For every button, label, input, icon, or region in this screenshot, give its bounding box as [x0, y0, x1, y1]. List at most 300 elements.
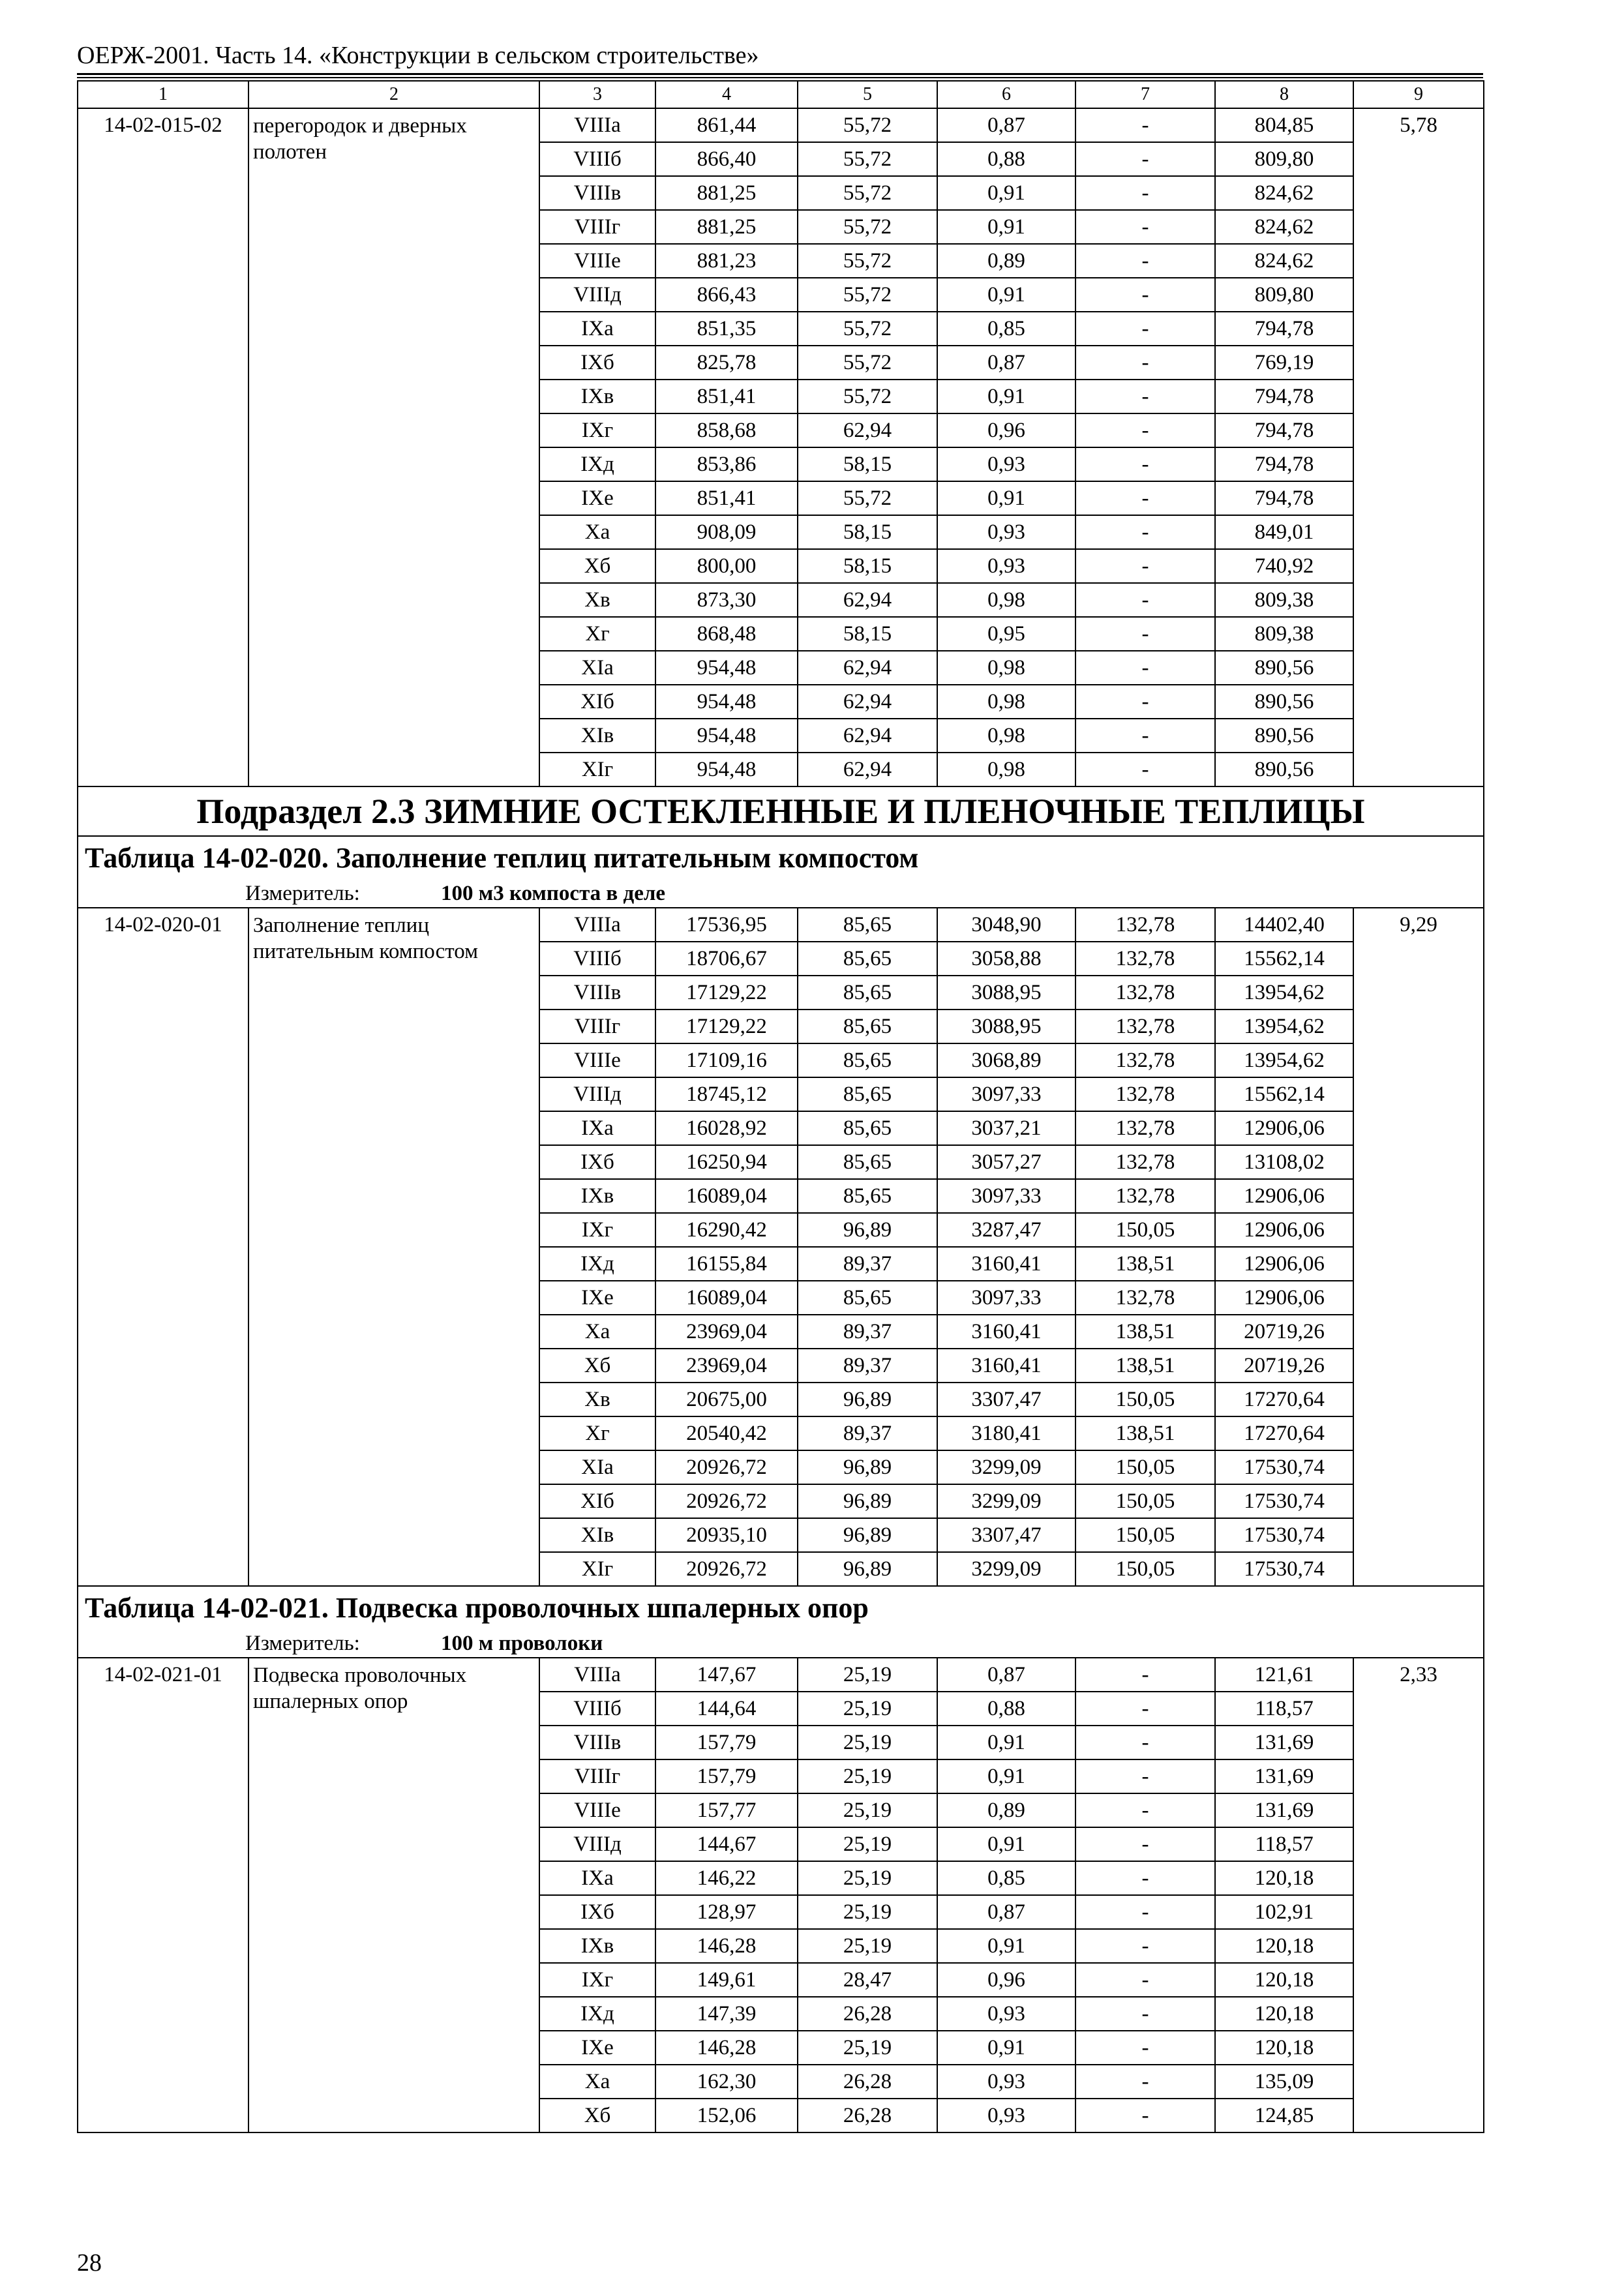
table-cell: 132,78: [1075, 908, 1215, 942]
header-rule: [77, 73, 1483, 75]
table-cell: Xа: [539, 1315, 655, 1349]
table-cell: 55,72: [798, 380, 937, 413]
table-cell: 25,19: [798, 1793, 937, 1827]
table-cell: 890,56: [1215, 753, 1353, 786]
table-cell: 851,41: [655, 481, 798, 515]
table-cell: 0,98: [937, 685, 1075, 719]
table-cell: 85,65: [798, 1281, 937, 1315]
table-cell: -: [1075, 481, 1215, 515]
table-cell: 89,37: [798, 1315, 937, 1349]
table-cell: 135,09: [1215, 2065, 1353, 2099]
table-cell: 873,30: [655, 583, 798, 617]
table-cell: 794,78: [1215, 380, 1353, 413]
table-cell: 0,98: [937, 583, 1075, 617]
table-cell: 954,48: [655, 753, 798, 786]
table-row: [78, 908, 1484, 942]
table-cell: 96,89: [798, 1552, 937, 1586]
table-cell: 150,05: [1075, 1484, 1215, 1518]
table-cell: IXб: [539, 1895, 655, 1929]
column-numbers-row: [78, 81, 1484, 108]
work-name: перегородок и дверных полотен: [248, 108, 539, 786]
table-cell: 55,72: [798, 210, 937, 244]
table-cell: 3180,41: [937, 1416, 1075, 1450]
table-cell: 132,78: [1075, 942, 1215, 976]
table-cell: -: [1075, 2031, 1215, 2065]
table-cell: VIIIг: [539, 210, 655, 244]
table-cell: 17129,22: [655, 976, 798, 1010]
table-cell: 20719,26: [1215, 1349, 1353, 1383]
table-cell: 55,72: [798, 312, 937, 346]
table-cell: 20540,42: [655, 1416, 798, 1450]
table-cell: 866,40: [655, 142, 798, 176]
table-cell: 3097,33: [937, 1179, 1075, 1213]
table-cell: 0,88: [937, 142, 1075, 176]
table-cell: 3299,09: [937, 1552, 1075, 1586]
table-cell: 0,91: [937, 210, 1075, 244]
table-cell: 0,98: [937, 651, 1075, 685]
table-cell: 13954,62: [1215, 1010, 1353, 1043]
table-cell: 89,37: [798, 1416, 937, 1450]
table-cell: 861,44: [655, 108, 798, 142]
table-cell: 0,93: [937, 1997, 1075, 2031]
table-cell: 85,65: [798, 908, 937, 942]
measure-cell: [78, 1630, 1484, 1658]
table-cell: 26,28: [798, 2065, 937, 2099]
table-cell: 132,78: [1075, 1111, 1215, 1145]
table-title-row: [78, 836, 1484, 880]
table-row: [78, 108, 1484, 142]
table-cell: 58,15: [798, 447, 937, 481]
header-rule-thin: [77, 77, 1483, 78]
table-cell: Xб: [539, 549, 655, 583]
table-cell: XIб: [539, 1484, 655, 1518]
table-cell: 804,85: [1215, 108, 1353, 142]
table-cell: IXд: [539, 1247, 655, 1281]
table-cell: 62,94: [798, 413, 937, 447]
table-cell: 96,89: [798, 1450, 937, 1484]
table-cell: -: [1075, 1658, 1215, 1692]
table-cell: IXв: [539, 1179, 655, 1213]
table-cell: VIIIе: [539, 244, 655, 278]
table-cell: 0,87: [937, 1895, 1075, 1929]
table-cell: 62,94: [798, 685, 937, 719]
table-cell: 881,25: [655, 176, 798, 210]
table-cell: 794,78: [1215, 447, 1353, 481]
work-name: Подвеска проволочных шпалерных опор: [248, 1658, 539, 2132]
table-cell: 132,78: [1075, 1010, 1215, 1043]
table-cell: Xв: [539, 1383, 655, 1416]
table-cell: -: [1075, 753, 1215, 786]
table-cell: 0,96: [937, 413, 1075, 447]
table-cell: 85,65: [798, 1145, 937, 1179]
table-cell: 809,80: [1215, 278, 1353, 312]
table-cell: 0,93: [937, 515, 1075, 549]
table-cell: 150,05: [1075, 1450, 1215, 1484]
table-cell: 62,94: [798, 753, 937, 786]
table-cell: 824,62: [1215, 244, 1353, 278]
table-cell: -: [1075, 244, 1215, 278]
table-cell: -: [1075, 210, 1215, 244]
table-cell: 3160,41: [937, 1315, 1075, 1349]
table-cell: 132,78: [1075, 1145, 1215, 1179]
table-cell: 62,94: [798, 651, 937, 685]
table-cell: 25,19: [798, 1658, 937, 1692]
measure-value: 100 м проволоки: [441, 1632, 603, 1655]
table-cell: VIIIе: [539, 1793, 655, 1827]
table-cell: 96,89: [798, 1383, 937, 1416]
table-cell: VIIIб: [539, 142, 655, 176]
table-cell: XIа: [539, 651, 655, 685]
table-cell: 0,87: [937, 1658, 1075, 1692]
table-title: Таблица 14-02-021. Подвеска проволочных шпалерных опор: [78, 1586, 1484, 1630]
table-cell: 12906,06: [1215, 1179, 1353, 1213]
table-cell: 17270,64: [1215, 1383, 1353, 1416]
table-cell: 55,72: [798, 346, 937, 380]
table-cell: VIIIа: [539, 108, 655, 142]
table-cell: -: [1075, 1861, 1215, 1895]
table-cell: 16155,84: [655, 1247, 798, 1281]
table-cell: XIа: [539, 1450, 655, 1484]
table-cell: 23969,04: [655, 1315, 798, 1349]
table-cell: 149,61: [655, 1963, 798, 1997]
table-cell: 881,23: [655, 244, 798, 278]
table-cell: 85,65: [798, 942, 937, 976]
table-cell: 16250,94: [655, 1145, 798, 1179]
table-cell: VIIIв: [539, 1726, 655, 1759]
table-cell: IXд: [539, 1997, 655, 2031]
table-cell: VIIIв: [539, 976, 655, 1010]
table-cell: 890,56: [1215, 685, 1353, 719]
table-cell: 3037,21: [937, 1111, 1075, 1145]
section-title: Подраздел 2.3 ЗИМНИЕ ОСТЕКЛЕННЫЕ И ПЛЕНОЧНЫЕ ТЕПЛИЦЫ: [78, 786, 1484, 836]
table-cell: 62,94: [798, 583, 937, 617]
table-cell: Xг: [539, 617, 655, 651]
table-cell: 17109,16: [655, 1043, 798, 1077]
table-cell: 25,19: [798, 1929, 937, 1963]
table-cell: -: [1075, 549, 1215, 583]
table-cell: 824,62: [1215, 210, 1353, 244]
table-cell: 144,67: [655, 1827, 798, 1861]
table-cell: -: [1075, 1895, 1215, 1929]
table-cell: 3088,95: [937, 976, 1075, 1010]
table-cell: 89,37: [798, 1247, 937, 1281]
table-cell: 794,78: [1215, 481, 1353, 515]
table-cell: Xв: [539, 583, 655, 617]
table-cell: 25,19: [798, 1692, 937, 1726]
table-cell: IXа: [539, 1861, 655, 1895]
table-cell: 3097,33: [937, 1281, 1075, 1315]
table-cell: -: [1075, 2099, 1215, 2132]
table-cell: 3299,09: [937, 1484, 1075, 1518]
table-cell: 769,19: [1215, 346, 1353, 380]
table-cell: 120,18: [1215, 1861, 1353, 1895]
table-cell: 28,47: [798, 1963, 937, 1997]
table-cell: -: [1075, 413, 1215, 447]
table-cell: 152,06: [655, 2099, 798, 2132]
table-cell: IXд: [539, 447, 655, 481]
table-cell: 58,15: [798, 549, 937, 583]
table-cell: VIIIе: [539, 1043, 655, 1077]
table-cell: 146,28: [655, 2031, 798, 2065]
rate-code: 14-02-020-01: [78, 908, 248, 1586]
table-cell: 128,97: [655, 1895, 798, 1929]
table-cell: IXв: [539, 1929, 655, 1963]
table-cell: -: [1075, 1692, 1215, 1726]
table-cell: 740,92: [1215, 549, 1353, 583]
measure-label: Измеритель:: [245, 882, 360, 905]
table-cell: Xб: [539, 1349, 655, 1383]
table-cell: 25,19: [798, 1759, 937, 1793]
table-cell: 853,86: [655, 447, 798, 481]
table-cell: IXг: [539, 1213, 655, 1247]
table-cell: 851,41: [655, 380, 798, 413]
table-cell: 162,30: [655, 2065, 798, 2099]
table-cell: 58,15: [798, 515, 937, 549]
table-cell: 138,51: [1075, 1247, 1215, 1281]
table-cell: 17536,95: [655, 908, 798, 942]
column-number: 8: [1215, 81, 1353, 108]
table-cell: 131,69: [1215, 1726, 1353, 1759]
table-cell: VIIIб: [539, 1692, 655, 1726]
column-number: 3: [539, 81, 655, 108]
table-cell: 20935,10: [655, 1518, 798, 1552]
table-cell: 890,56: [1215, 719, 1353, 753]
column-number: 5: [798, 81, 937, 108]
rate-code: 14-02-021-01: [78, 1658, 248, 2132]
table-cell: 890,56: [1215, 651, 1353, 685]
table-cell: 800,00: [655, 549, 798, 583]
table-cell: VIIIа: [539, 908, 655, 942]
table-cell: 0,88: [937, 1692, 1075, 1726]
measure-row: [78, 1630, 1484, 1658]
table-cell: 0,91: [937, 2031, 1075, 2065]
table-cell: 12906,06: [1215, 1213, 1353, 1247]
table-cell: Xа: [539, 515, 655, 549]
table-cell: 18745,12: [655, 1077, 798, 1111]
table-cell: -: [1075, 651, 1215, 685]
table-cell: 132,78: [1075, 1281, 1215, 1315]
table-cell: 157,79: [655, 1759, 798, 1793]
table-cell: IXа: [539, 1111, 655, 1145]
table-cell: 150,05: [1075, 1383, 1215, 1416]
table-cell: 0,85: [937, 1861, 1075, 1895]
table-cell: XIв: [539, 719, 655, 753]
table-cell: -: [1075, 515, 1215, 549]
table-cell: 138,51: [1075, 1315, 1215, 1349]
table-cell: 26,28: [798, 1997, 937, 2031]
table-cell: IXб: [539, 346, 655, 380]
table-cell: IXв: [539, 380, 655, 413]
table-cell: 15562,14: [1215, 1077, 1353, 1111]
table-cell: -: [1075, 617, 1215, 651]
table-cell: VIIIа: [539, 1658, 655, 1692]
table-cell: 0,93: [937, 549, 1075, 583]
table-cell: 131,69: [1215, 1793, 1353, 1827]
table-cell: 13954,62: [1215, 1043, 1353, 1077]
table-cell: 120,18: [1215, 1929, 1353, 1963]
table-cell: 118,57: [1215, 1692, 1353, 1726]
table-cell: -: [1075, 380, 1215, 413]
table-cell: 17530,74: [1215, 1552, 1353, 1586]
table-cell: 85,65: [798, 1111, 937, 1145]
table-cell: 55,72: [798, 278, 937, 312]
page-header-title: ОЕРЖ-2001. Часть 14. «Конструкции в сельском строительстве»: [77, 42, 759, 69]
table-cell: 18706,67: [655, 942, 798, 976]
table-cell: 3048,90: [937, 908, 1075, 942]
table-cell: 824,62: [1215, 176, 1353, 210]
table-cell: 96,89: [798, 1484, 937, 1518]
table-cell: 794,78: [1215, 312, 1353, 346]
table-cell: 17530,74: [1215, 1518, 1353, 1552]
table-cell: -: [1075, 108, 1215, 142]
table-cell: 3068,89: [937, 1043, 1075, 1077]
table-cell: 132,78: [1075, 976, 1215, 1010]
section-row: [78, 786, 1484, 836]
measure-cell: [78, 880, 1484, 908]
table-cell: 25,19: [798, 2031, 937, 2065]
table-cell: 23969,04: [655, 1349, 798, 1383]
measure-value: 100 м3 компоста в деле: [441, 882, 666, 905]
table-cell: 147,39: [655, 1997, 798, 2031]
table-cell: 3058,88: [937, 942, 1075, 976]
table-cell: XIв: [539, 1518, 655, 1552]
table-cell: 3299,09: [937, 1450, 1075, 1484]
table-cell: 147,67: [655, 1658, 798, 1692]
table-cell: 25,19: [798, 1861, 937, 1895]
table-cell: 12906,06: [1215, 1111, 1353, 1145]
table-cell: VIIIг: [539, 1759, 655, 1793]
table-cell: VIIIв: [539, 176, 655, 210]
table-cell: 20926,72: [655, 1552, 798, 1586]
table-cell: -: [1075, 1793, 1215, 1827]
table-cell: 794,78: [1215, 413, 1353, 447]
table-cell: 3057,27: [937, 1145, 1075, 1179]
table-cell: 3160,41: [937, 1247, 1075, 1281]
table-cell: -: [1075, 312, 1215, 346]
table-cell: VIIIд: [539, 1077, 655, 1111]
table-cell: 55,72: [798, 108, 937, 142]
table-cell: 0,91: [937, 176, 1075, 210]
table-cell: 20926,72: [655, 1484, 798, 1518]
table-cell: 157,77: [655, 1793, 798, 1827]
table-cell: 120,18: [1215, 1997, 1353, 2031]
table-cell: 0,93: [937, 447, 1075, 481]
table-cell: 20719,26: [1215, 1315, 1353, 1349]
table-cell: Xа: [539, 2065, 655, 2099]
table-cell: 0,89: [937, 1793, 1075, 1827]
table-cell: -: [1075, 1929, 1215, 1963]
table-cell: 809,80: [1215, 142, 1353, 176]
table-cell: -: [1075, 176, 1215, 210]
table-cell: IXе: [539, 481, 655, 515]
table-cell: IXг: [539, 1963, 655, 1997]
table-cell: 3160,41: [937, 1349, 1075, 1383]
table-cell: -: [1075, 346, 1215, 380]
table-cell: 0,98: [937, 753, 1075, 786]
table-cell: 146,22: [655, 1861, 798, 1895]
table-cell: 150,05: [1075, 1552, 1215, 1586]
labor-cost: 9,29: [1353, 908, 1484, 1586]
table-cell: -: [1075, 447, 1215, 481]
table-cell: 954,48: [655, 719, 798, 753]
table-cell: Xб: [539, 2099, 655, 2132]
table-cell: XIг: [539, 1552, 655, 1586]
labor-cost: 2,33: [1353, 1658, 1484, 2132]
table-cell: 85,65: [798, 1043, 937, 1077]
table-cell: 849,01: [1215, 515, 1353, 549]
table-cell: XIг: [539, 753, 655, 786]
table-cell: 0,91: [937, 278, 1075, 312]
table-cell: 121,61: [1215, 1658, 1353, 1692]
table-cell: 20675,00: [655, 1383, 798, 1416]
table-cell: 85,65: [798, 1179, 937, 1213]
table-cell: VIIIд: [539, 1827, 655, 1861]
table-cell: 62,94: [798, 719, 937, 753]
table-cell: -: [1075, 2065, 1215, 2099]
table-cell: 16290,42: [655, 1213, 798, 1247]
measure-label: Измеритель:: [245, 1632, 360, 1655]
table-cell: 55,72: [798, 176, 937, 210]
table-cell: 12906,06: [1215, 1247, 1353, 1281]
table-row: [78, 1658, 1484, 1692]
table-cell: -: [1075, 1759, 1215, 1793]
column-number: 6: [937, 81, 1075, 108]
table-cell: 954,48: [655, 685, 798, 719]
table-cell: 3097,33: [937, 1077, 1075, 1111]
table-cell: 3307,47: [937, 1383, 1075, 1416]
table-cell: 55,72: [798, 481, 937, 515]
table-cell: 866,43: [655, 278, 798, 312]
table-cell: 131,69: [1215, 1759, 1353, 1793]
table-title-row: [78, 1586, 1484, 1630]
column-number: 9: [1353, 81, 1484, 108]
table-cell: 132,78: [1075, 1043, 1215, 1077]
column-number: 7: [1075, 81, 1215, 108]
table-cell: IXб: [539, 1145, 655, 1179]
table-cell: IXе: [539, 1281, 655, 1315]
table-cell: 15562,14: [1215, 942, 1353, 976]
table-cell: VIIIг: [539, 1010, 655, 1043]
table-cell: 25,19: [798, 1827, 937, 1861]
table-cell: 809,38: [1215, 617, 1353, 651]
table-cell: 96,89: [798, 1518, 937, 1552]
table-cell: 13954,62: [1215, 976, 1353, 1010]
table-cell: -: [1075, 685, 1215, 719]
table-cell: VIIIб: [539, 942, 655, 976]
work-name: Заполнение теплиц питательным компостом: [248, 908, 539, 1586]
table-cell: -: [1075, 719, 1215, 753]
table-cell: 150,05: [1075, 1518, 1215, 1552]
table-cell: 132,78: [1075, 1077, 1215, 1111]
table-cell: 3088,95: [937, 1010, 1075, 1043]
table-cell: 851,35: [655, 312, 798, 346]
column-number: 4: [655, 81, 798, 108]
table-cell: 12906,06: [1215, 1281, 1353, 1315]
table-cell: 25,19: [798, 1895, 937, 1929]
page-number: 28: [77, 2249, 102, 2277]
table-cell: VIIIд: [539, 278, 655, 312]
table-cell: 26,28: [798, 2099, 937, 2132]
table-cell: 0,89: [937, 244, 1075, 278]
table-cell: 17530,74: [1215, 1450, 1353, 1484]
table-cell: 58,15: [798, 617, 937, 651]
table-cell: -: [1075, 1997, 1215, 2031]
table-cell: 0,91: [937, 380, 1075, 413]
table-cell: 858,68: [655, 413, 798, 447]
table-cell: 0,85: [937, 312, 1075, 346]
table-cell: 908,09: [655, 515, 798, 549]
table-cell: Xг: [539, 1416, 655, 1450]
